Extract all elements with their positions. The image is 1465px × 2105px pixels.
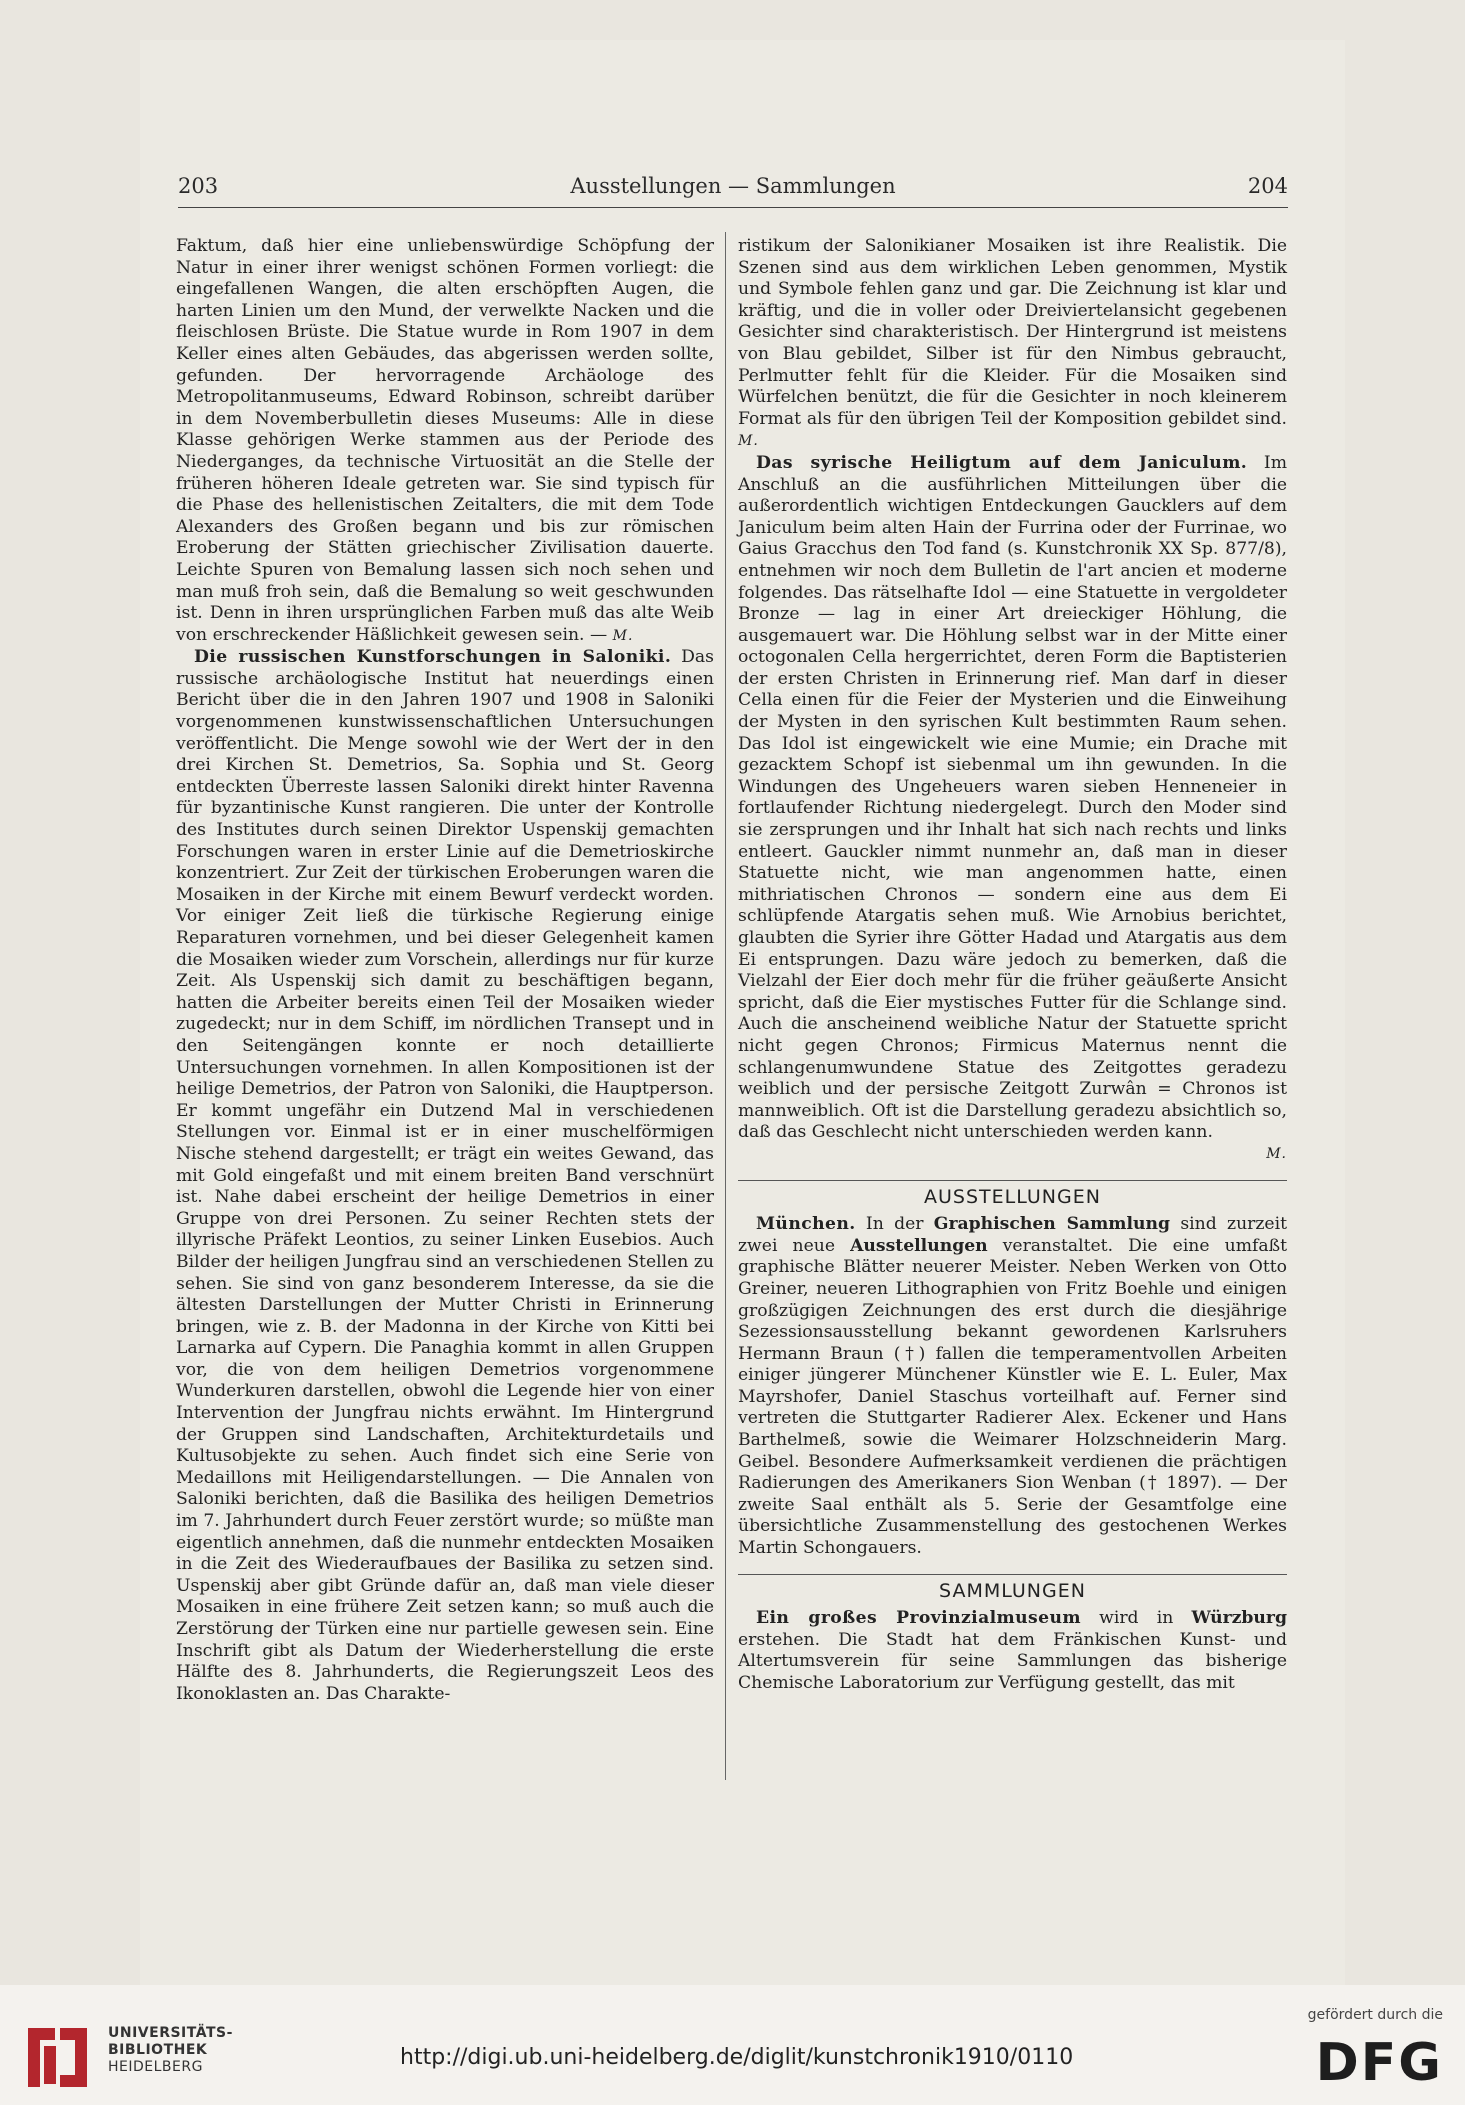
signature: M. — [1266, 1145, 1287, 1162]
university-library-logo-icon — [20, 2020, 95, 2095]
section-heading-sammlungen: SAMMLUNGEN — [738, 1574, 1287, 1603]
dfg-logo: DFG — [1315, 2033, 1443, 2093]
signature: M. — [738, 433, 759, 450]
running-title: Ausstellungen — Sammlungen — [570, 174, 896, 198]
paragraph: Faktum, daß hier eine unliebenswürdige Schöpfung der Natur in einer ihrer wenigst schönen Formen vorliegt: die eingefallenen Wangen, die alten erschöpften Augen, die harten Linien um den Mund, der verwelkte Nacken und die fleischlosen Brüste. Die Statue wurde in Rom 1907 in dem Keller eines alten Gebäudes, das abgerissen werden sollte, gefunden. Der hervorragende Archäologe des Metropolitanmuseums, Edward Robinson, schreibt darüber in dem Novemberbulletin dieses Museums: Alle in diese Klasse gehörigen Werke stammen aus der Periode des Niederganges, da technische Virtuosität an die Stelle der früheren höheren Ideale getreten war. Sie sind typisch für die Phase des hellenistischen Zeitalters, die mit dem Tode Alexanders des Großen begann und bis zur römischen Eroberung der Stätten griechischer Zivilisation dauerte. Leichte Spuren von Bemalung lassen sich noch sehen und man muß froh sein, daß die Bemalung so weit geschwunden ist. Denn in ihren ursprünglichen Farben muß das alte Weib von erschreckender Häßlichkeit gewesen sein. — M. — [176, 236, 714, 645]
footer-bar — [0, 1985, 1465, 2105]
article-headline: Das syrische Heiligtum auf dem Janiculum. — [756, 452, 1248, 473]
article-paragraph: Das syrische Heiligtum auf dem Janiculum. Im Anschluß an die ausführlichen Mitteilungen über die außerordentlich wichtigen Entdeckungen Gaucklers auf dem Janiculum beim alten Hain der Furrina oder der Furrinae, wo Gaius Gracchus den Tod fand (s. Kunstchronik XX Sp. 877/8), entnehmen wir noch dem Bulletin de l'art ancien et moderne folgendes. Das rätselhafte Idol — eine Statuette in vergoldeter Bronze — lag in einer Art dreieckiger Höhlung, die ausgemauert war. Die Höhlung selbst war in der Mitte einer octogonalen Cella hergerrichtet, deren Form die Baptisterien der ersten Christen in Erinnerung rief. Man darf in dieser Cella einen für die Feier der Mysterien und die Einweihung der Mysten in den syrischen Kult bestimmten Raum sehen. Das Idol ist eingewickelt wie eine Mumie; ein Drache mit gezacktem Schopf ist siebenmal um ihn gewunden. In die Windungen des Ungeheuers waren sieben Henneneier in fortlaufender Richtung niedergelegt. Durch den Moder sind sie zersprungen und ihr Inhalt hat sich nach rechts und links entleert. Gauckler nimmt nunmehr an, daß man in dieser Statuette nicht, wie man angenommen hatte, einen mithriatischen Chronos — sondern eine aus dem Ei schlüpfende Atargatis sehen muß. Wie Arnobius berichtet, glaubten die Syrier ihre Götter Hadad und Atargatis aus dem Ei entsprungen. Dazu wäre jedoch zu bemerken, daß die Vielzahl der Eier doch mehr für die früher geäußerte Ansicht spricht, daß die Eier mystisches Futter für die Schlange sind. Auch die anscheinend weibliche Natur der Statuette spricht nicht gegen Chronos; Firmicus Maternus nennt die schlangenumwundene Statue des Zeitgottes geradezu weiblich und der persische Zeitgott Zurwân = Chronos ist mannweiblich. Oft ist die Darstellung geradezu absichtlich so, daß das Geschlecht nicht unterschieden werden kann. — [738, 452, 1287, 1143]
page-header — [178, 174, 1288, 208]
article-paragraph: Die russischen Kunstforschungen in Saloniki. Das russische archäologische Institut hat neuerdings einen Bericht über die in den Jahren 1907 und 1908 in Saloniki vorgenommenen kunstwissenschaftlichen Untersuchungen veröffentlicht. Die Menge sowohl wie der Wert der in den drei Kirchen St. Demetrios, Sa. Sophia und St. Georg entdeckten Überreste lassen Saloniki direkt hinter Ravenna für byzantinische Kunst rangieren. Die unter der Kontrolle des Institutes durch seinen Direktor Uspenskij gemachten Forschungen waren in erster Linie auf die Demetrioskirche konzentriert. Zur Zeit der türkischen Eroberungen waren die Mosaiken in der Kirche mit einem Bewurf verdeckt worden. Vor einiger Zeit ließ die türkische Regierung einige Reparaturen vornehmen, und bei dieser Gelegenheit kamen die Mosaiken wieder zum Vorschein, allerdings nur für kurze Zeit. Als Uspenskij sich damit zu beschäftigen begann, hatten die Arbeiter bereits einen Teil der Mosaiken wieder zugedeckt; nur in dem Schiff, im nördlichen Transept und in den Seitengängen konnte er noch detaillierte Untersuchungen vornehmen. In allen Kompositionen ist der heilige Demetrios, der Patron von Saloniki, die Hauptperson. Er kommt ungefähr ein Dutzend Mal in verschiedenen Stellungen vor. Einmal ist er in einer muschelförmigen Nische stehend dargestellt; er trägt ein weites Gewand, das mit Gold eingefaßt und mit einem breiten Band verschnürt ist. Nahe dabei erscheint der heilige Demetrios in einer Gruppe von drei Personen. Zu seiner Rechten stets der illyrische Präfekt Leontios, zu seiner Linken Eusebios. Auch Bilder der heiligen Jungfrau sind an verschiedenen Stellen zu sehen. Sie sind von ganz besonderem Interesse, da sie die ältesten Darstellungen der Mutter Christi in Erinnerung bringen, wie z. B. der Madonna in der Kirche von Kitti bei Larnarka auf Cypern. Die Panaghia kommt in allen Gruppen vor, die von dem heiligen Demetrios vorgenommene Wunderkuren darstellen, obwohl die Legende hier von einer Intervention der Jungfrau nichts erwähnt. Im Hintergrund der Gruppen sind Landschaften, Architekturdetails und Kultusobjekte zu sehen. Auch findet sich eine Serie von Medaillons mit Heiligendarstellungen. — Die Annalen von Saloniki berichten, daß die Basilika des heiligen Demetrios im 7. Jahrhundert durch Feuer zerstört wurde; so müßte man eigentlich annehmen, daß die nunmehr entdeckten Mosaiken in die Zeit des Wiederaufbaues der Basilika zu setzen sind. Uspenskij aber gibt Gründe dafür an, daß man viele dieser Mosaiken in eine frühere Zeit setzen kann; so muß auch die Zerstörung der Türken eine nur partielle gewesen sein. Eine Inschrift gibt als Datum der Wiederherstellung die erste Hälfte des 8. Jahrhunderts, die Regierungszeit Leos des Ikonoklasten an. Das Charakte- — [176, 647, 714, 1704]
section-heading-ausstellungen: AUSSTELLUNGEN — [738, 1180, 1287, 1209]
left-column — [176, 236, 714, 1705]
permalink-url[interactable]: http://digi.ub.uni-heidelberg.de/diglit/kunstchronik1910/0110 — [400, 2045, 1074, 2070]
library-name: UNIVERSITÄTS- BIBLIOTHEK HEIDELBERG — [108, 2025, 233, 2075]
article-paragraph: München. In der Graphischen Sammlung sind zurzeit zwei neue Ausstellungen veranstaltet. Die eine umfaßt graphische Blätter neuerer Meister. Neben Werken von Otto Greiner, neueren Lithographien von Fritz Boehle und einigen großzügigen Zeichnungen des erst durch die diesjährige Sezessionsausstellung bekannt gewordenen Karlsruhers Hermann Braun (†) fallen die temperamentvollen Arbeiten einiger jüngerer Münchener Künstler wie E. L. Euler, Max Mayrshofer, Daniel Staschus vorteilhaft auf. Ferner sind vertreten die Stuttgarter Radierer Alex. Eckener und Hans Barthelmeß, sowie die Weimarer Holzschneiderin Marg. Geibel. Besondere Aufmerksamkeit verdienen die prächtigen Radierungen des Amerikaners Sion Wenban († 1897). — Der zweite Saal enthält als 5. Serie der Gesamtfolge eine übersichtliche Zusammenstellung des gestochenen Werkes Martin Schongauers. — [738, 1214, 1287, 1559]
article-paragraph: Ein großes Provinzialmuseum wird in Würzburg erstehen. Die Stadt hat dem Fränkischen Kunst- und Altertumsverein für seine Sammlungen das bisherige Chemische Laboratorium zur Verfügung gestellt, das mit — [738, 1608, 1287, 1693]
page-number-right: 204 — [1247, 174, 1288, 198]
signature: M. — [612, 627, 634, 644]
funded-by-label: gefördert durch die — [1307, 2007, 1443, 2023]
right-column — [738, 236, 1287, 1695]
column-divider — [725, 232, 726, 1780]
header-rule — [178, 207, 1288, 208]
page-number-left: 203 — [178, 174, 219, 198]
article-headline: Die russischen Kunstforschungen in Saloniki. — [194, 647, 672, 668]
paragraph: ristikum der Salonikianer Mosaiken ist ihre Realistik. Die Szenen sind aus dem wirklichen Leben genommen, Mystik und Symbole fehlen ganz und gar. Die Zeichnung ist klar und kräftig, und die in voller oder Dreiviertelansicht gegebenen Gesichter sind charakteristisch. Der Hintergrund ist meistens von Blau gebildet, Silber ist für den Nimbus gebraucht, Perlmutter fehlt für die Kleider. Für die Mosaiken sind Würfelchen benützt, die für die Gesichter in noch kleinerem Format als für den übrigen Teil der Komposition gebildet sind. M. — [738, 236, 1287, 450]
